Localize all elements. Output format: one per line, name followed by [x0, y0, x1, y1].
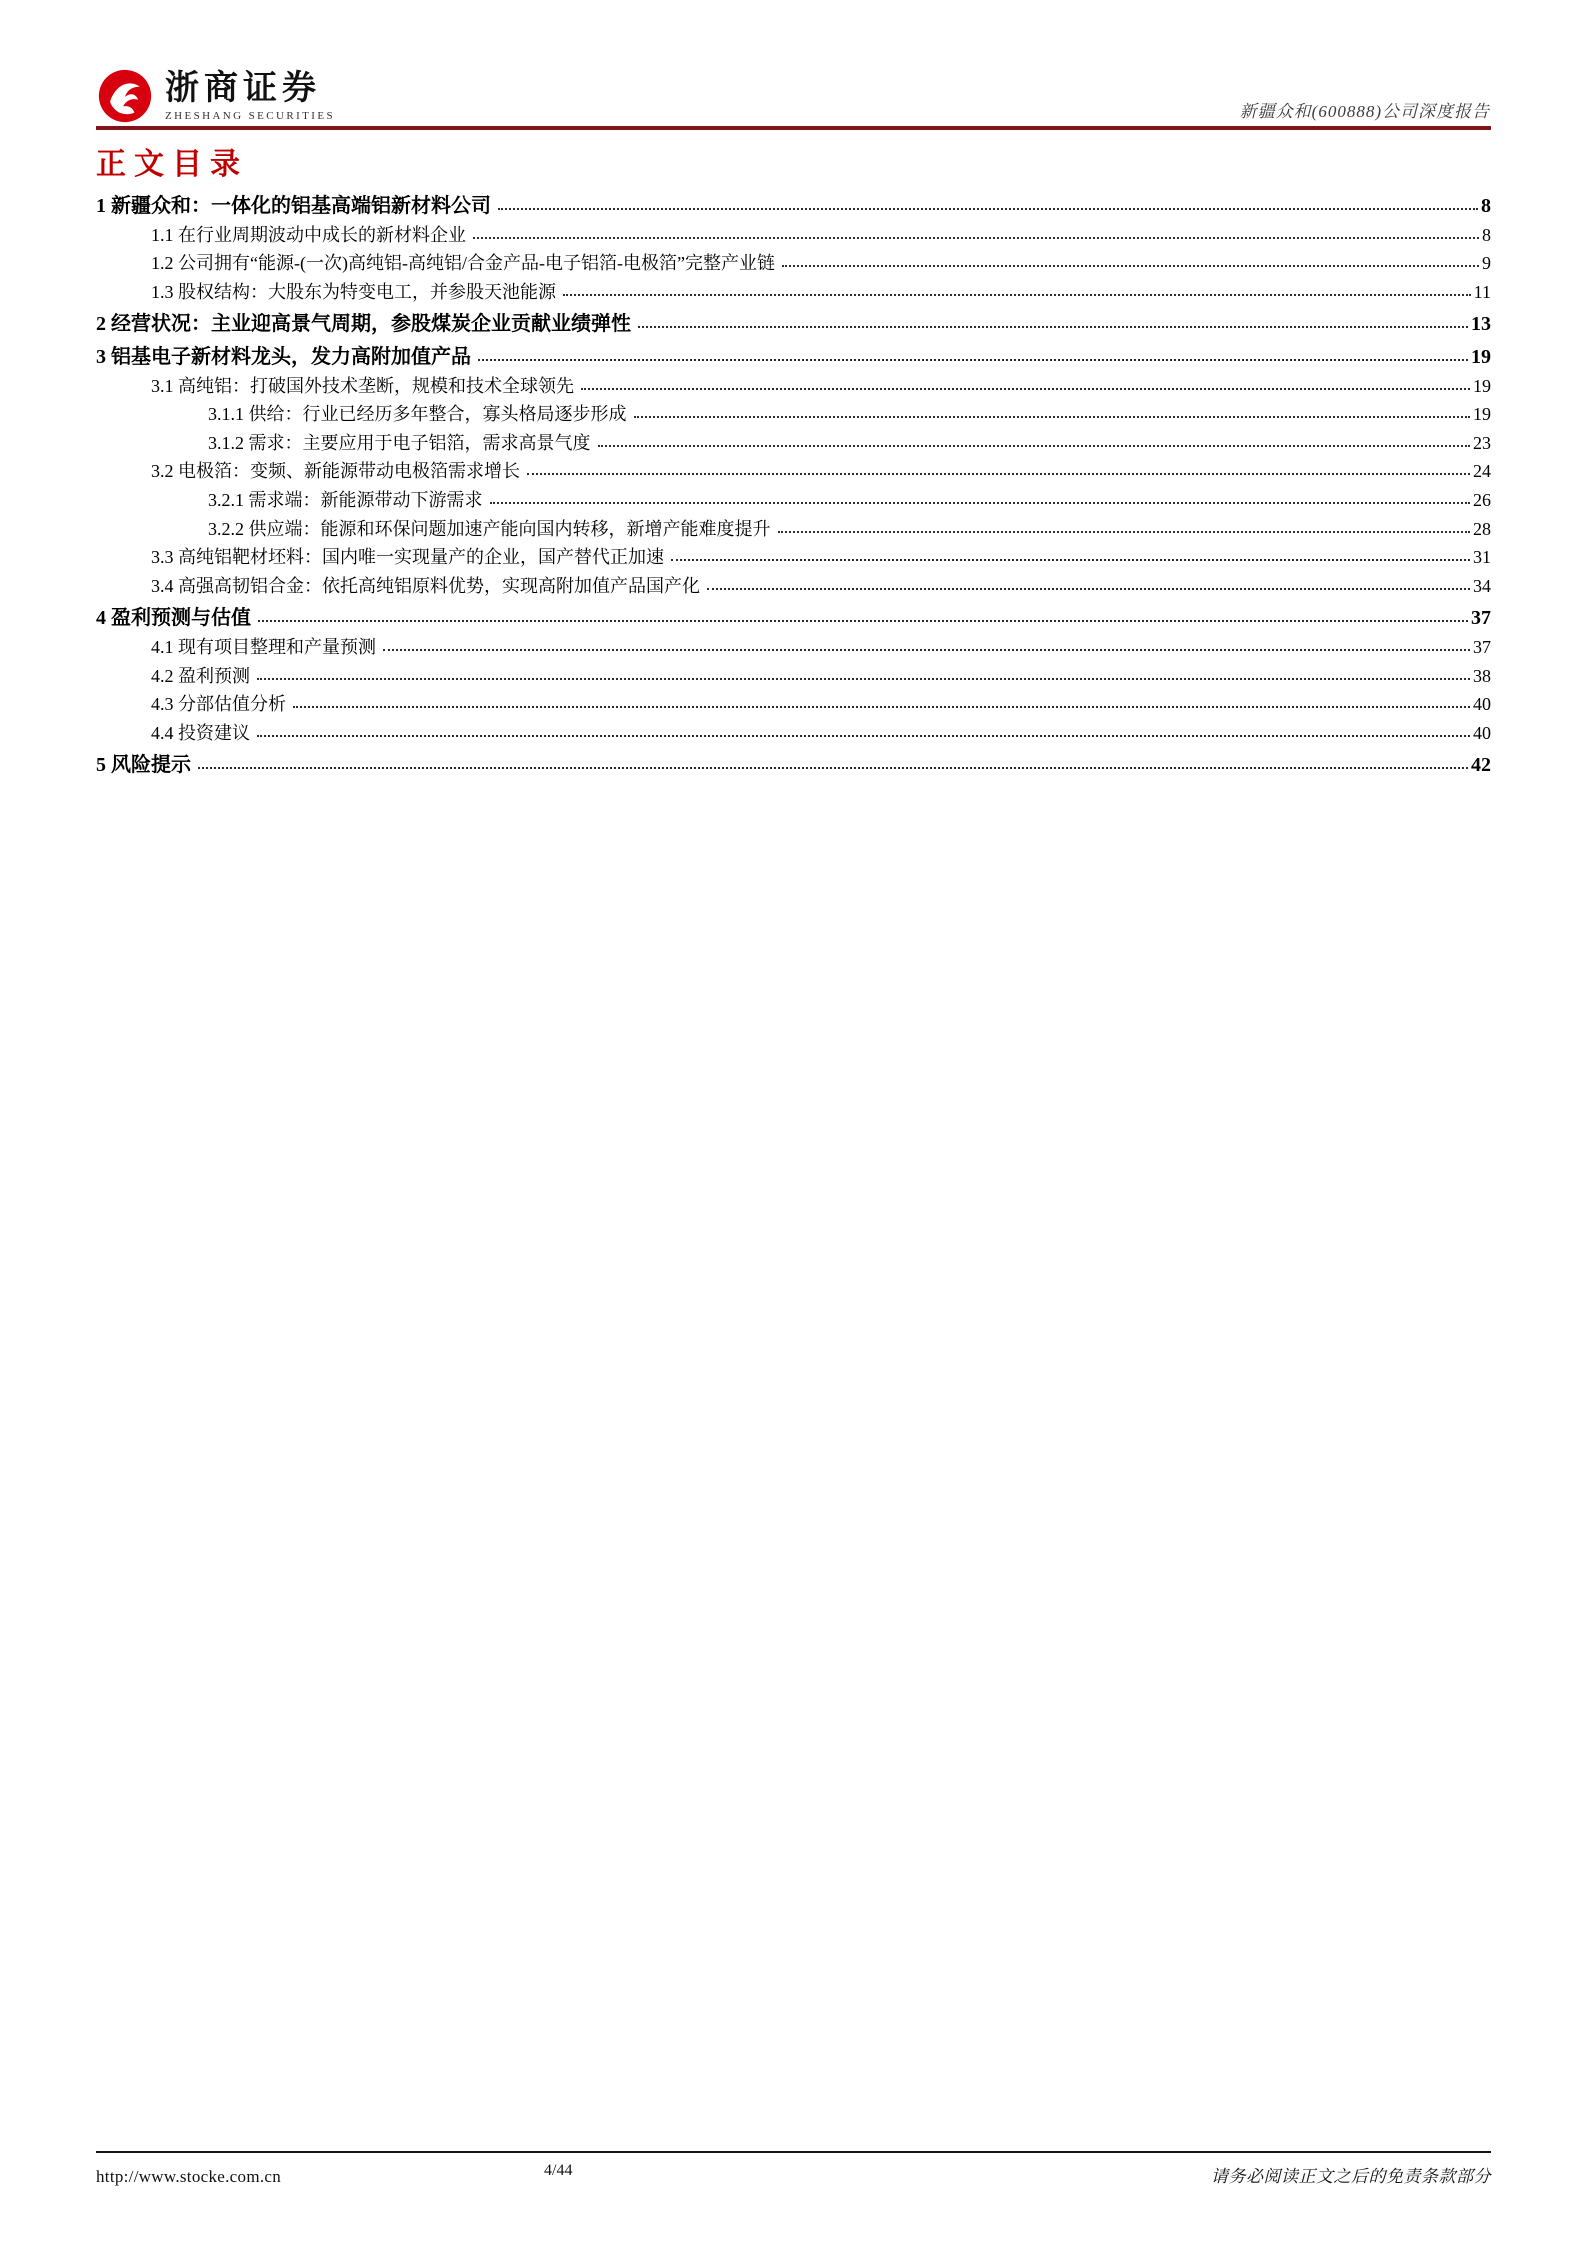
toc-entry[interactable]	[96, 515, 1491, 544]
toc-entry-label: 4.1 现有项目整理和产量预测	[151, 636, 376, 657]
toc-entry[interactable]	[96, 543, 1491, 572]
toc-entry-label: 3.2 电极箔：变频、新能源带动电极箔需求增长	[151, 461, 520, 482]
toc-entry-label: 2 经营状况：主业迎高景气周期，参股煤炭企业贡献业绩弹性	[96, 313, 631, 336]
toc-entry[interactable]	[96, 310, 1491, 339]
brand-text	[165, 70, 335, 121]
toc-entry-label: 4.4 投资建议	[151, 722, 250, 743]
toc-entry-page: 26	[1473, 489, 1491, 510]
toc-leader-dots	[707, 588, 1470, 590]
toc-entry-page: 28	[1473, 518, 1491, 539]
toc-entry[interactable]	[96, 662, 1491, 691]
toc-entry[interactable]	[96, 457, 1491, 486]
toc-entry[interactable]	[96, 372, 1491, 401]
toc-entry-label: 3.4 高强高韧铝合金：依托高纯铝原料优势，实现高附加值产品国产化	[151, 575, 700, 596]
toc-entry-label: 3.1 高纯铝：打破国外技术垄断，规模和技术全球领先	[151, 375, 574, 396]
toc-entry[interactable]	[96, 751, 1491, 780]
toc-entry-label: 4 盈利预测与估值	[96, 607, 251, 630]
toc-leader-dots	[634, 416, 1471, 418]
toc-leader-dots	[598, 445, 1471, 447]
toc-entry[interactable]	[96, 633, 1491, 662]
footer-url[interactable]: http://www.stocke.com.cn	[96, 2167, 282, 2186]
toc-leader-dots	[527, 473, 1470, 475]
toc-entry-label: 3 铝基电子新材料龙头，发力高附加值产品	[96, 345, 471, 368]
toc-entry-page: 24	[1473, 461, 1491, 482]
toc-entry-page: 31	[1473, 547, 1491, 568]
brand	[97, 68, 335, 124]
toc-entry-page: 42	[1471, 754, 1491, 777]
toc-entry-label: 4.3 分部估值分析	[151, 694, 286, 715]
toc-title: 正文目录	[96, 148, 248, 181]
toc-entry-label: 1.2 公司拥有“能源-(一次)高纯铝-高纯铝/合金产品-电子铝箔-电极箔”完整产业链	[151, 253, 775, 274]
toc-entry[interactable]	[96, 343, 1491, 372]
toc-leader-dots	[478, 359, 1468, 361]
toc-entry-page: 9	[1482, 253, 1491, 274]
footer-divider	[96, 2151, 1491, 2153]
toc-leader-dots	[782, 265, 1479, 267]
toc-entry-page: 34	[1473, 575, 1491, 596]
toc-entry[interactable]	[96, 192, 1491, 221]
toc-entry-page: 19	[1473, 375, 1491, 396]
header-divider	[96, 126, 1491, 130]
toc-leader-dots	[257, 678, 1470, 680]
toc-entry-page: 37	[1471, 607, 1491, 630]
toc-entry-page: 11	[1473, 281, 1491, 302]
toc-leader-dots	[258, 620, 1468, 622]
footer-disclaimer: 请务必阅读正文之后的免责条款部分	[1211, 2167, 1491, 2186]
toc-list	[96, 188, 1491, 780]
toc-entry-label: 1.1 在行业周期波动中成长的新材料企业	[151, 224, 466, 245]
toc-entry-page: 23	[1473, 432, 1491, 453]
toc-entry-label: 4.2 盈利预测	[151, 665, 250, 686]
toc-leader-dots	[490, 502, 1471, 504]
toc-entry[interactable]	[96, 719, 1491, 748]
toc-entry-page: 38	[1473, 665, 1491, 686]
toc-entry-label: 3.3 高纯铝靶材坯料：国内唯一实现量产的企业，国产替代正加速	[151, 547, 664, 568]
toc-entry[interactable]	[96, 400, 1491, 429]
toc-entry-label: 3.2.2 供应端：能源和环保问题加速产能向国内转移，新增产能难度提升	[208, 518, 771, 539]
toc-entry-label: 3.1.1 供给：行业已经历多年整合，寡头格局逐步形成	[208, 404, 627, 425]
toc-entry-page: 19	[1473, 404, 1491, 425]
footer-page-number: 4/44	[544, 2162, 573, 2179]
toc-entry[interactable]	[96, 486, 1491, 515]
brand-subtitle: ZHESHANG SECURITIES	[165, 109, 335, 122]
toc-leader-dots	[498, 208, 1478, 210]
toc-leader-dots	[638, 326, 1468, 328]
brand-name: 浙商证券	[165, 70, 321, 108]
toc-entry-page: 40	[1473, 722, 1491, 743]
toc-entry[interactable]	[96, 690, 1491, 719]
toc-entry-page: 37	[1473, 636, 1491, 657]
toc-entry-label: 3.2.1 需求端：新能源带动下游需求	[208, 489, 483, 510]
toc-entry[interactable]	[96, 604, 1491, 633]
toc-entry[interactable]	[96, 429, 1491, 458]
brand-logo-icon	[97, 68, 153, 124]
toc-entry-page: 19	[1471, 345, 1491, 368]
toc-entry-label: 5 风险提示	[96, 754, 191, 777]
toc-leader-dots	[198, 767, 1468, 769]
toc-leader-dots	[257, 735, 1470, 737]
toc-leader-dots	[563, 294, 1471, 296]
report-title: 新疆众和(600888)公司深度报告	[1239, 102, 1490, 121]
toc-entry-page: 8	[1481, 195, 1491, 217]
toc-entry[interactable]	[96, 221, 1491, 250]
toc-leader-dots	[778, 531, 1471, 533]
toc-entry-label: 1 新疆众和：一体化的铝基高端铝新材料公司	[96, 195, 491, 217]
toc-entry-page: 13	[1471, 313, 1491, 336]
toc-entry-page: 40	[1473, 694, 1491, 715]
toc-leader-dots	[473, 237, 1479, 239]
toc-entry[interactable]	[96, 249, 1491, 278]
page-footer	[96, 2162, 1491, 2187]
toc-leader-dots	[293, 706, 1470, 708]
toc-leader-dots	[581, 388, 1470, 390]
toc-entry[interactable]	[96, 278, 1491, 307]
toc-leader-dots	[671, 559, 1470, 561]
toc-leader-dots	[383, 649, 1470, 651]
toc-entry[interactable]	[96, 572, 1491, 601]
toc-entry-label: 1.3 股权结构：大股东为特变电工，并参股天池能源	[151, 281, 556, 302]
toc-entry-label: 3.1.2 需求：主要应用于电子铝箔，需求高景气度	[208, 432, 591, 453]
toc-entry-page: 8	[1482, 224, 1491, 245]
